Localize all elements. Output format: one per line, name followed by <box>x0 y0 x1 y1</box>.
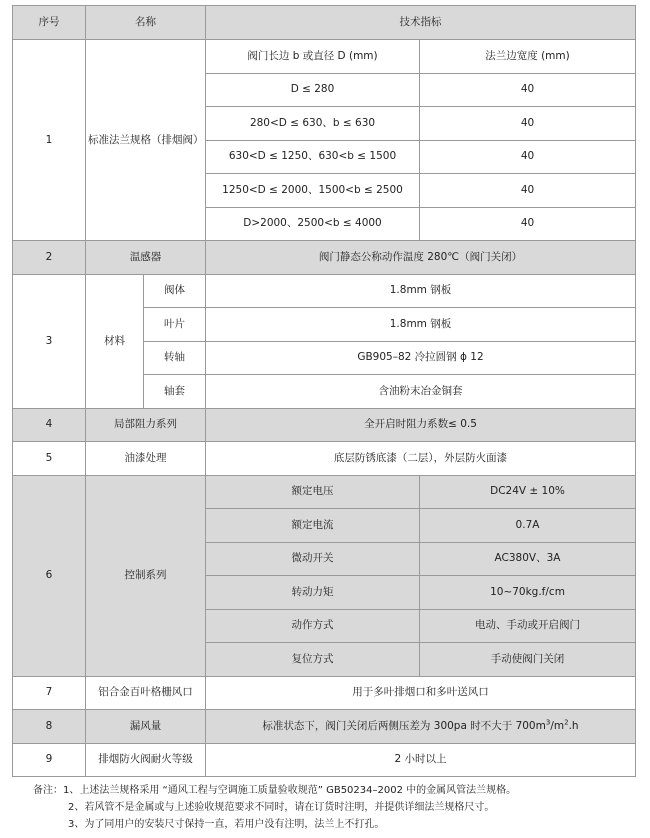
row-no: 3 <box>13 274 86 408</box>
leakage-text-pre: 标准状态下，阀门关闭后两侧压差为 300pa 时不大于 700m <box>262 719 546 732</box>
row-no: 7 <box>13 676 86 710</box>
flange-width: 40 <box>420 207 636 241</box>
row-name: 局部阻力系列 <box>86 408 206 442</box>
row-no: 4 <box>13 408 86 442</box>
row-no: 2 <box>13 241 86 275</box>
control-value: 0.7A <box>420 509 636 543</box>
control-value: DC24V ± 10% <box>420 475 636 509</box>
note-3: 3、为了同用户的安装尺寸保持一直，若用户没有注明，法兰上不打孔。 <box>68 819 385 830</box>
table-row <box>13 40 636 74</box>
notes <box>33 782 516 833</box>
row-name: 漏风量 <box>86 710 206 744</box>
flange-size: D ≤ 280 <box>206 73 420 107</box>
row-spec: 用于多叶排烟口和多叶送风口 <box>206 676 636 710</box>
row-spec: 底层防锈底漆（二层），外层防火面漆 <box>206 442 636 476</box>
leakage-text-post: .h <box>568 719 579 732</box>
leakage-sup-1: 3 <box>545 718 551 727</box>
flange-width: 40 <box>420 107 636 141</box>
row-no: 1 <box>13 40 86 241</box>
table-row <box>13 710 636 744</box>
note-2: 2、若风管不是金属或与上述验收规范要求不同时，请在订货时注明，并提供详细法兰规格尺寸。 <box>68 802 495 813</box>
control-param: 转动力矩 <box>206 576 420 610</box>
leakage-sup-2: 2 <box>564 718 569 727</box>
control-param: 复位方式 <box>206 643 420 677</box>
row-spec: 全开启时阻力系数≤ 0.5 <box>206 408 636 442</box>
header-no: 序号 <box>13 6 86 40</box>
row-name: 标准法兰规格（排烟阀） <box>86 40 206 241</box>
material-sub: 阀体 <box>144 274 206 308</box>
material-spec: 1.8mm 钢板 <box>206 274 636 308</box>
control-value: 10~70kg.f/cm <box>420 576 636 610</box>
table-row <box>13 743 636 777</box>
table-row <box>13 475 636 509</box>
material-spec: 1.8mm 钢板 <box>206 308 636 342</box>
table-row <box>13 274 636 308</box>
table-header <box>13 6 636 40</box>
control-value: 手动使阀门关闭 <box>420 643 636 677</box>
material-sub: 叶片 <box>144 308 206 342</box>
row-name: 温感器 <box>86 241 206 275</box>
table-row <box>13 408 636 442</box>
row-spec: 阀门静态公称动作温度 280℃（阀门关闭） <box>206 241 636 275</box>
row-name: 铝合金百叶格栅风口 <box>86 676 206 710</box>
control-value: AC380V、3A <box>420 542 636 576</box>
control-param: 微动开关 <box>206 542 420 576</box>
control-value: 电动、手动或开启阀门 <box>420 609 636 643</box>
row-name: 控制系列 <box>86 475 206 676</box>
row-spec: 2 小时以上 <box>206 743 636 777</box>
flange-size: 630<D ≤ 1250、630<b ≤ 1500 <box>206 140 420 174</box>
flange-head-size: 阀门长边 b 或直径 D (mm) <box>206 40 420 74</box>
table-row <box>13 442 636 476</box>
flange-width: 40 <box>420 174 636 208</box>
row-no: 6 <box>13 475 86 676</box>
table-row <box>13 676 636 710</box>
header-spec: 技术指标 <box>206 6 636 40</box>
flange-size: 1250<D ≤ 2000、1500<b ≤ 2500 <box>206 174 420 208</box>
flange-size: 280<D ≤ 630、b ≤ 630 <box>206 107 420 141</box>
row-no: 8 <box>13 710 86 744</box>
control-param: 额定电流 <box>206 509 420 543</box>
material-spec: 含油粉末冶金铜套 <box>206 375 636 409</box>
row-no: 5 <box>13 442 86 476</box>
row-name: 材料 <box>86 274 144 408</box>
table-row <box>13 241 636 275</box>
note-1: 备注：1、上述法兰规格采用 “通风工程与空调施工质量验收规范” GB50234–2002 中的金属风管法兰规格。 <box>33 785 517 796</box>
flange-width: 40 <box>420 140 636 174</box>
control-param: 动作方式 <box>206 609 420 643</box>
flange-width: 40 <box>420 73 636 107</box>
leakage-text-mid: /m <box>550 719 565 732</box>
material-sub: 轴套 <box>144 375 206 409</box>
row-name: 排烟防火阀耐火等级 <box>86 743 206 777</box>
row-spec-leakage <box>206 710 636 744</box>
spec-table <box>12 5 636 777</box>
row-name: 油漆处理 <box>86 442 206 476</box>
row-no: 9 <box>13 743 86 777</box>
material-spec: GB905–82 冷拉圆钢 ϕ 12 <box>206 341 636 375</box>
flange-head-width: 法兰边宽度 (mm) <box>420 40 636 74</box>
flange-size: D>2000、2500<b ≤ 4000 <box>206 207 420 241</box>
header-name: 名称 <box>86 6 206 40</box>
material-sub: 转轴 <box>144 341 206 375</box>
control-param: 额定电压 <box>206 475 420 509</box>
